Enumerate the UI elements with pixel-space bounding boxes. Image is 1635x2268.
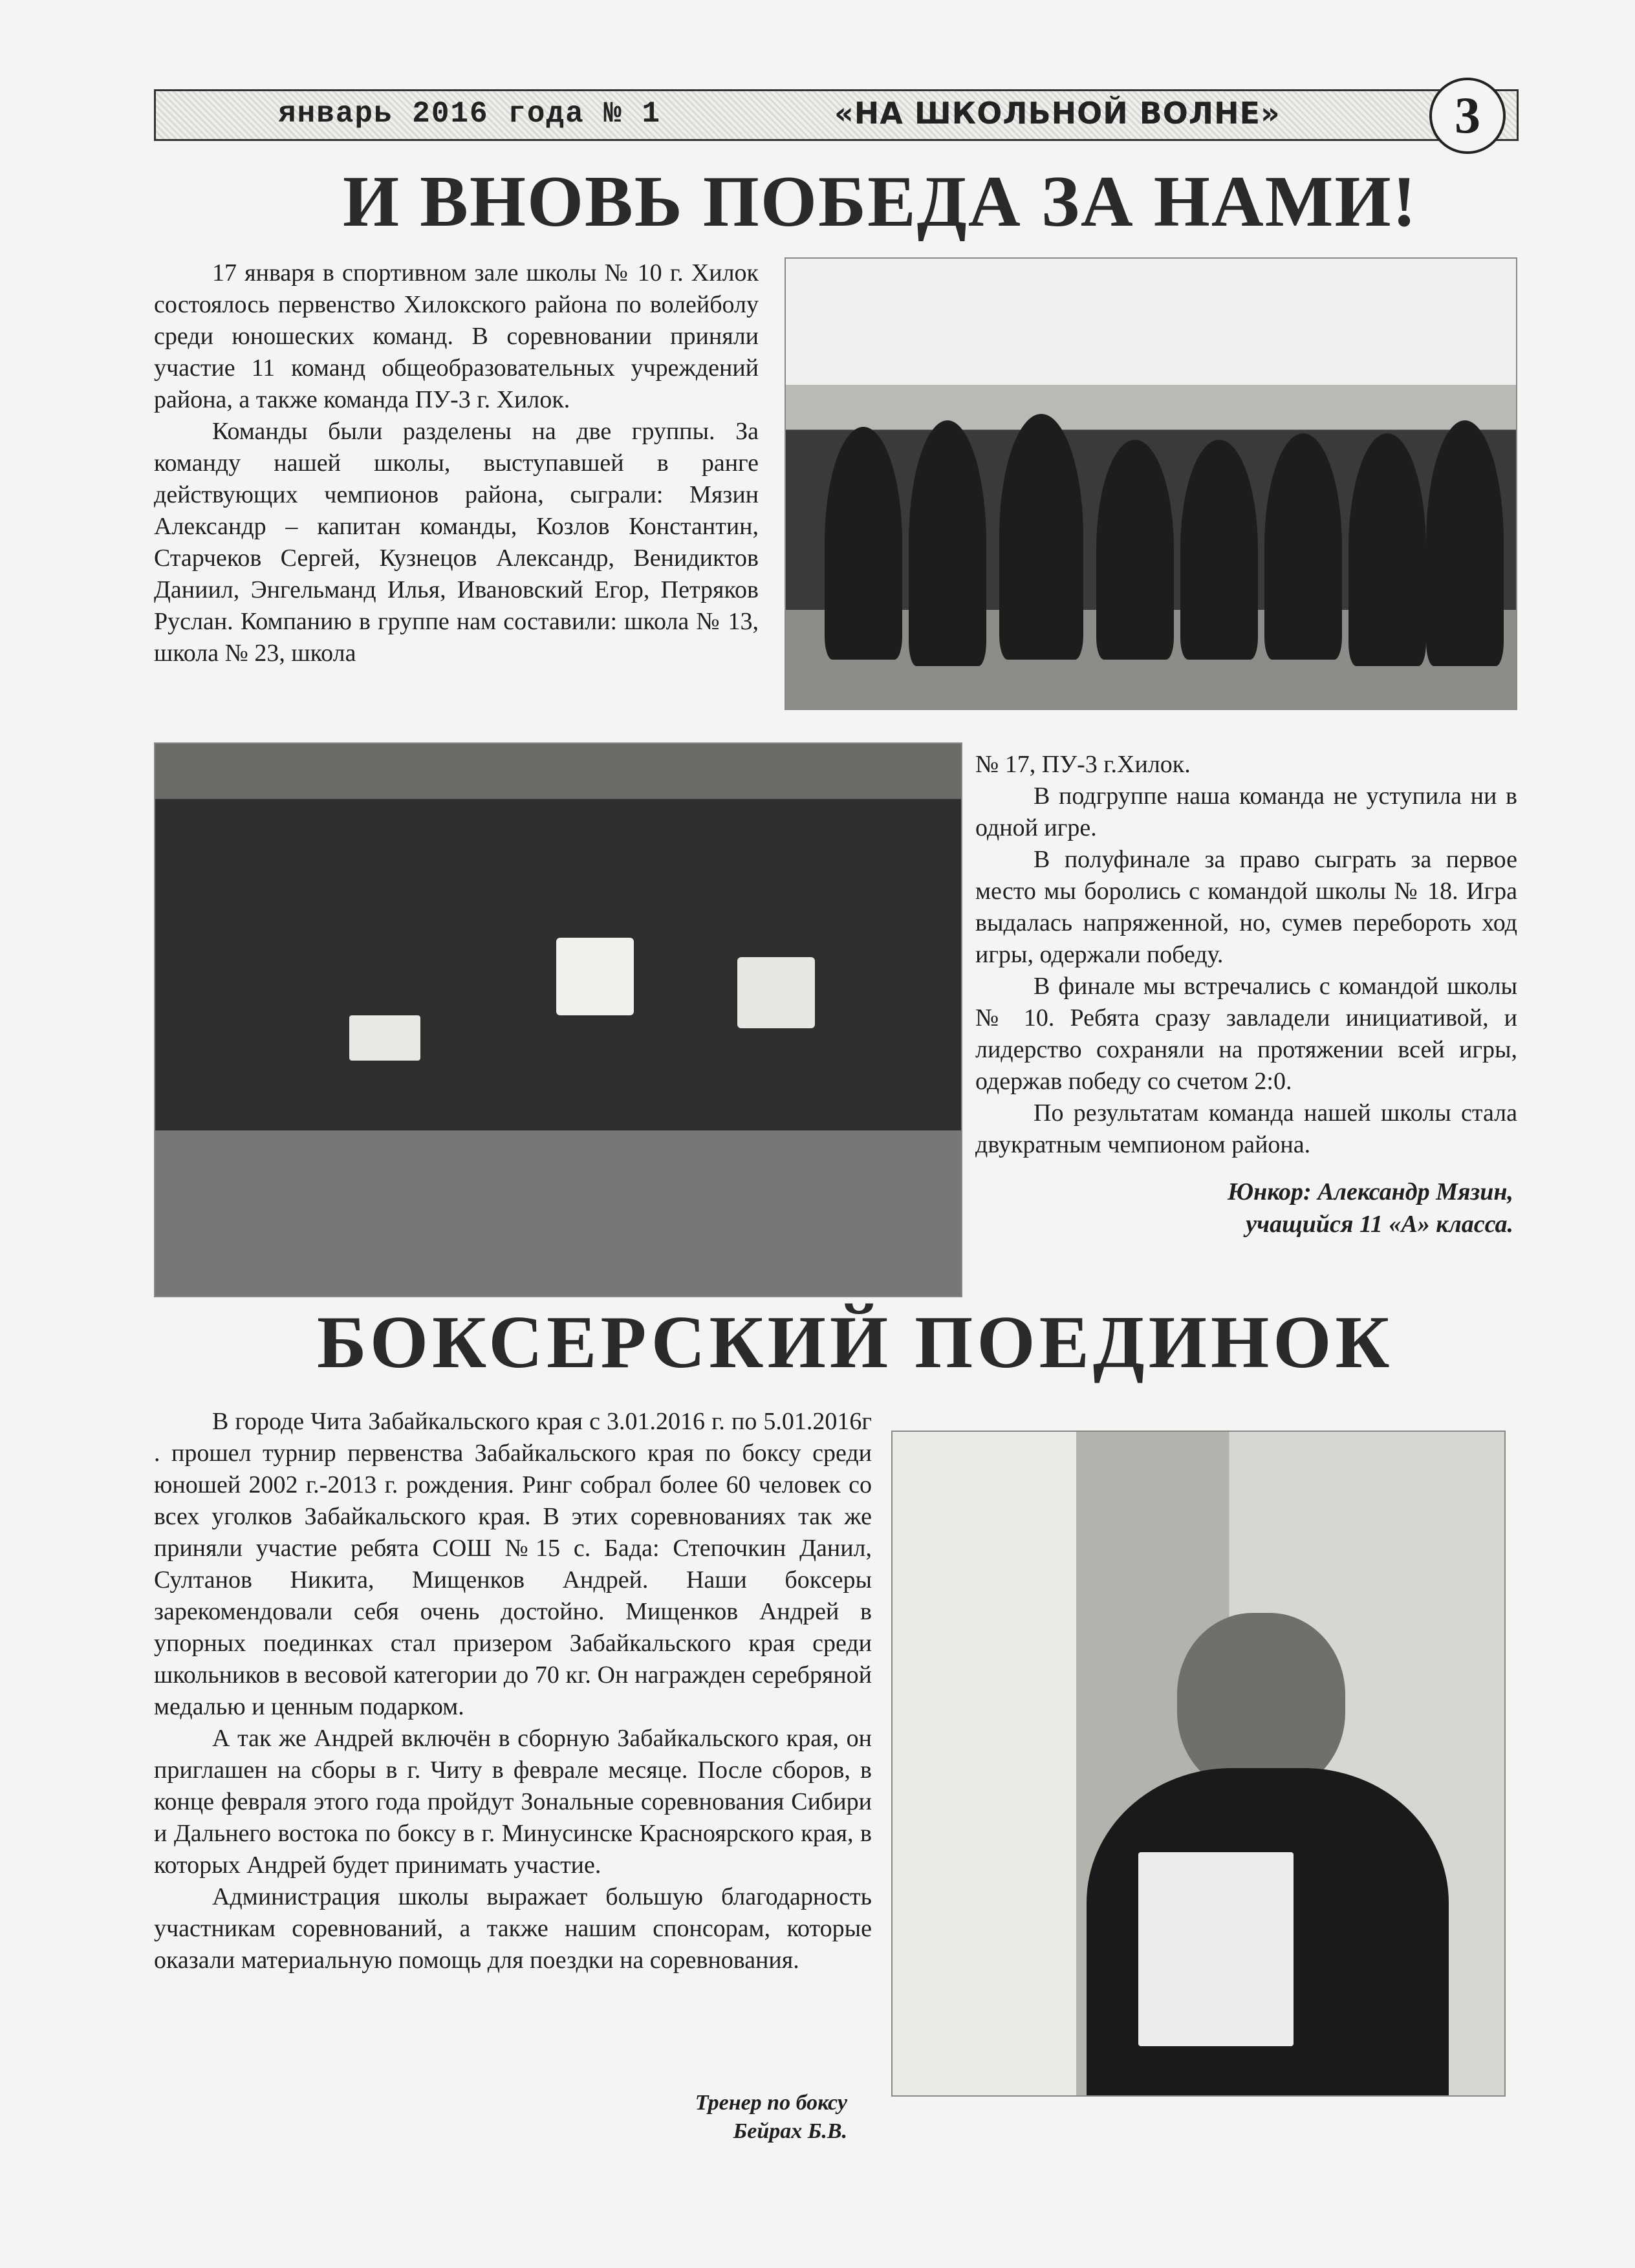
- paragraph: В городе Чита Забайкальского края с 3.01.2016 г. по 5.01.2016г . прошел турнир первенства Забайкальского края по боксу среди юношей 2002 г.-2013 г. рождения. Ринг собрал более 60 человек со всех уголков Забайкальского края. В этих соревнованиях так же приняли участие ребята СОШ №15 с. Бада: Степочкин Данил, Султанов Никита, Мищенков Андрей. Наши боксеры зарекомендовали себя очень достойно. Мищенков Андрей в упорных поединках стал призером Забайкальского края среди школьников в весовой категории до 70 кг. Он награжден серебряной медалью и ценным подарком.: [154, 1408, 872, 1720]
- volleyball-team-photo: [785, 257, 1517, 710]
- article-title-volleyball: И ВНОВЬ ПОБЕДА ЗА НАМИ!: [343, 162, 1418, 242]
- paragraph: В финале мы встречались с командой школы № 10. Ребята сразу завладели инициативой, и лидерство сохраняли на протяжении всей игры, одержав победу со счетом 2:0.: [975, 973, 1517, 1095]
- boxer-portrait-photo: [891, 1431, 1506, 2097]
- paragraph: Администрация школы выражает большую благодарность участникам соревнований, а также нашим спонсорам, которые оказали материальную помощь для поездки на соревнования.: [154, 1883, 872, 1974]
- signature-line: Бейрах Б.В.: [733, 2119, 847, 2143]
- article-title-boxing: БОКСЕРСКИЙ ПОЕДИНОК: [317, 1301, 1394, 1384]
- paragraph: По результатам команда нашей школы стала двукратным чемпионом района.: [975, 1099, 1517, 1158]
- paragraph: В полуфинале за право сыграть за первое место мы боролись с командой школы № 18. Игра выдалась напряженной, но, сумев перебороть ход игры, одержали победу.: [975, 846, 1517, 968]
- newspaper-name: «НА ШКОЛЬНОЙ ВОЛНЕ»: [834, 96, 1281, 131]
- article1-column2: [975, 749, 1517, 1161]
- paragraph: № 17, ПУ-3 г.Хилок.: [975, 751, 1191, 778]
- signature-line: Юнкор: Александр Мязин,: [1228, 1178, 1513, 1205]
- article1-signature: [970, 1176, 1513, 1240]
- signature-line: Тренер по боксу: [695, 2091, 847, 2115]
- paragraph: 17 января в спортивном зале школы № 10 г. Хилок состоялось первенство Хилокского района по волейболу среди юношеских команд. В соревновании приняли участие 11 команд общеобразовательных учреждений района, а также команда ПУ-3 г. Хилок.: [154, 259, 759, 413]
- page-number: 3: [1429, 78, 1506, 154]
- article1-column1: [154, 257, 759, 669]
- paragraph: Команды были разделены на две группы. За команду нашей школы, выступавшей в ранге действующих чемпионов района, сыграли: Мязин Александр – капитан команды, Козлов Константин, Старчеков Сергей, Кузнецов Александр, Венидиктов Даниил, Энгельманд Илья, Ивановский Егор, Петряков Руслан. Компанию в группе нам составили: школа № 13, школа № 23, школа: [154, 418, 759, 667]
- article2-column: [154, 1406, 872, 1976]
- issue-date: январь 2016 года № 1: [278, 97, 662, 131]
- signature-line: учащийся 11 «А» класса.: [1246, 1211, 1513, 1238]
- paragraph: В подгруппе наша команда не уступила ни в одной игре.: [975, 783, 1517, 841]
- article2-signature: [569, 2089, 847, 2146]
- paragraph: А так же Андрей включён в сборную Забайкальского края, он приглашен на сборы в г. Читу в феврале месяце. После сборов, в конце февраля этого года пройдут Зональные соревнования Сибири и Дальнего востока по боксу в г. Минусинске Красноярского края, в которых Андрей будет принимать участие.: [154, 1725, 872, 1879]
- volleyball-team-with-awards-photo: [154, 742, 962, 1297]
